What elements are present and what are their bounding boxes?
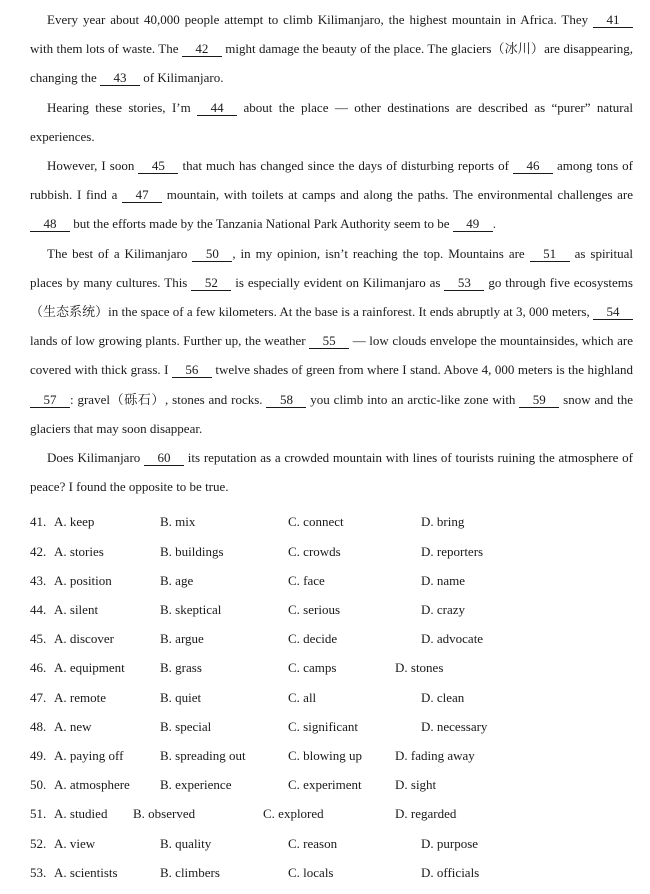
blank-59: 59 (519, 392, 559, 408)
q45-option-b: B. argue (160, 631, 204, 647)
q53-option-c: C. locals (288, 864, 334, 880)
q49-number: 49. (30, 747, 47, 763)
q44-option-c: C. serious (288, 602, 340, 618)
q50-number: 50. (30, 777, 47, 793)
question-row-46 (30, 653, 633, 682)
q42-option-a: A. stories (54, 543, 104, 559)
passage-text: Does Kilimanjaro (47, 450, 145, 466)
passage-text: of Kilimanjaro. (140, 70, 224, 86)
q45-option-d: D. advocate (421, 631, 484, 647)
passage-text: might damage the beauty of the place. The glaciers（冰川）are disappearing, changing the (30, 41, 633, 86)
q43-option-b: B. age (160, 572, 194, 588)
passage-text: However, I soon (47, 158, 139, 174)
q45-number: 45. (30, 631, 47, 647)
q53-option-a: A. scientists (54, 864, 118, 880)
q48-option-a: A. new (54, 718, 92, 734)
blank-44: 44 (197, 100, 237, 116)
q51-option-c: C. explored (263, 806, 324, 822)
blank-53: 53 (444, 275, 484, 291)
blank-46: 46 (513, 158, 553, 174)
passage-text: as spiritual places by many cultures. This (30, 245, 633, 290)
q47-option-a: A. remote (54, 689, 106, 705)
question-list (30, 507, 633, 886)
question-row-42 (30, 537, 633, 566)
blank-60: 60 (144, 450, 184, 466)
question-row-41 (30, 507, 633, 536)
q46-option-c: C. camps (288, 660, 337, 676)
q52-option-d: D. purpose (421, 835, 479, 851)
q46-option-b: B. grass (160, 660, 202, 676)
passage-paragraph-5 (30, 443, 633, 501)
q41-option-c: C. connect (288, 514, 344, 530)
q49-option-b: B. spreading out (160, 747, 246, 763)
blank-51: 51 (530, 246, 570, 262)
q41-option-a: A. keep (54, 514, 95, 530)
blank-54: 54 (593, 304, 633, 320)
blank-45: 45 (138, 158, 178, 174)
q44-option-a: A. silent (54, 602, 99, 618)
passage-text: snow and the glaciers that may soon disappear. (30, 391, 633, 436)
blank-43: 43 (100, 70, 140, 86)
passage-text: its reputation as a crowded mountain with lines of tourists ruining the atmosphere of peace? I found the opposite to be true. (30, 450, 633, 495)
q48-option-d: D. necessary (421, 718, 488, 734)
q43-option-d: D. name (421, 572, 466, 588)
q48-number: 48. (30, 718, 47, 734)
question-row-51 (30, 799, 633, 828)
cloze-passage (30, 5, 633, 501)
q48-option-c: C. significant (288, 718, 359, 734)
q50-option-b: B. experience (160, 777, 232, 793)
passage-text: about the place — other destinations are described as “purer” natural experiences. (30, 99, 633, 144)
passage-text: mountain, with toilets at camps and along the paths. The environmental challenges are (162, 187, 633, 203)
passage-paragraph-3 (30, 151, 633, 239)
q50-option-d: D. sight (395, 777, 437, 793)
passage-text: you climb into an arctic-like zone with (306, 391, 520, 407)
passage-text: twelve shades of green from where I stand. Above 4, 000 meters is the highland (211, 362, 633, 378)
question-row-49 (30, 741, 633, 770)
question-row-43 (30, 566, 633, 595)
passage-text: among tons of rubbish. I find a (30, 158, 634, 203)
q42-option-b: B. buildings (160, 543, 224, 559)
blank-48: 48 (30, 216, 70, 232)
q52-option-b: B. quality (160, 835, 212, 851)
blank-42: 42 (182, 41, 222, 57)
q47-option-b: B. quiet (160, 689, 202, 705)
passage-paragraph-2 (30, 93, 633, 151)
q43-option-a: A. position (54, 572, 112, 588)
question-row-44 (30, 595, 633, 624)
passage-text: . (492, 216, 496, 232)
q51-option-b: B. observed (133, 806, 196, 822)
q47-option-d: D. clean (421, 689, 465, 705)
blank-52: 52 (191, 275, 231, 291)
passage-text: that much has changed since the days of disturbing reports of (178, 158, 513, 174)
blank-56: 56 (172, 362, 212, 378)
q46-option-a: A. equipment (54, 660, 125, 676)
q50-option-c: C. experiment (288, 777, 362, 793)
blank-58: 58 (266, 392, 306, 408)
blank-55: 55 (309, 333, 349, 349)
question-row-52 (30, 829, 633, 858)
blank-50: 50 (192, 246, 232, 262)
q49-option-d: D. fading away (395, 747, 475, 763)
q41-number: 41. (30, 514, 47, 530)
q46-option-d: D. stones (395, 660, 444, 676)
q43-option-c: C. face (288, 572, 325, 588)
passage-text: — low clouds envelope the mountainsides, which are covered with thick grass. I (30, 333, 633, 378)
q47-number: 47. (30, 689, 47, 705)
q51-number: 51. (30, 806, 47, 822)
q47-option-c: C. all (288, 689, 317, 705)
q43-number: 43. (30, 572, 47, 588)
q52-number: 52. (30, 835, 47, 851)
question-row-50 (30, 770, 633, 799)
passage-text: but the efforts made by the Tanzania National Park Authority seem to be (70, 216, 453, 232)
q42-option-d: D. reporters (421, 543, 484, 559)
q42-option-c: C. crowds (288, 543, 341, 559)
q49-option-a: A. paying off (54, 747, 124, 763)
q41-option-d: D. bring (421, 514, 465, 530)
q44-option-b: B. skeptical (160, 602, 222, 618)
question-row-53 (30, 858, 633, 887)
q44-option-d: D. crazy (421, 602, 466, 618)
passage-text: Hearing these stories, I’m (47, 99, 198, 115)
q53-option-b: B. climbers (160, 864, 220, 880)
q51-option-a: A. studied (54, 806, 108, 822)
q51-option-d: D. regarded (395, 806, 457, 822)
question-row-48 (30, 712, 633, 741)
question-row-45 (30, 624, 633, 653)
passage-text: Every year about 40,000 people attempt to climb Kilimanjaro, the highest mountain in Africa. They (47, 12, 593, 27)
q50-option-a: A. atmosphere (54, 777, 130, 793)
blank-41: 41 (593, 12, 633, 28)
passage-text: lands of low growing plants. Further up, the weather (30, 333, 310, 349)
q48-option-b: B. special (160, 718, 212, 734)
passage-text: with them lots of waste. The (30, 41, 182, 57)
passage-paragraph-1 (30, 5, 633, 93)
passage-text: go through five ecosystems（生态系统）in the space of a few kilometers. At the base is a rainforest. It ends abruptly at 3, 000 meters, (30, 274, 633, 320)
q49-option-c: C. blowing up (288, 747, 363, 763)
q45-option-a: A. discover (54, 631, 114, 647)
passage-paragraph-4 (30, 239, 633, 443)
q52-option-c: C. reason (288, 835, 338, 851)
q42-number: 42. (30, 543, 47, 559)
blank-49: 49 (453, 216, 493, 232)
passage-text: is especially evident on Kilimanjaro as (231, 274, 445, 290)
q46-number: 46. (30, 660, 47, 676)
passage-text: : gravel（砾石）, stones and rocks. (70, 391, 267, 407)
blank-57: 57 (30, 392, 70, 408)
q44-number: 44. (30, 602, 47, 618)
q52-option-a: A. view (54, 835, 96, 851)
question-row-47 (30, 683, 633, 712)
passage-text: The best of a Kilimanjaro (47, 245, 193, 261)
passage-text: , in my opinion, isn’t reaching the top. Mountains are (232, 245, 530, 261)
q45-option-c: C. decide (288, 631, 338, 647)
q41-option-b: B. mix (160, 514, 196, 530)
q53-option-d: D. officials (421, 864, 480, 880)
blank-47: 47 (122, 187, 162, 203)
q53-number: 53. (30, 864, 47, 880)
